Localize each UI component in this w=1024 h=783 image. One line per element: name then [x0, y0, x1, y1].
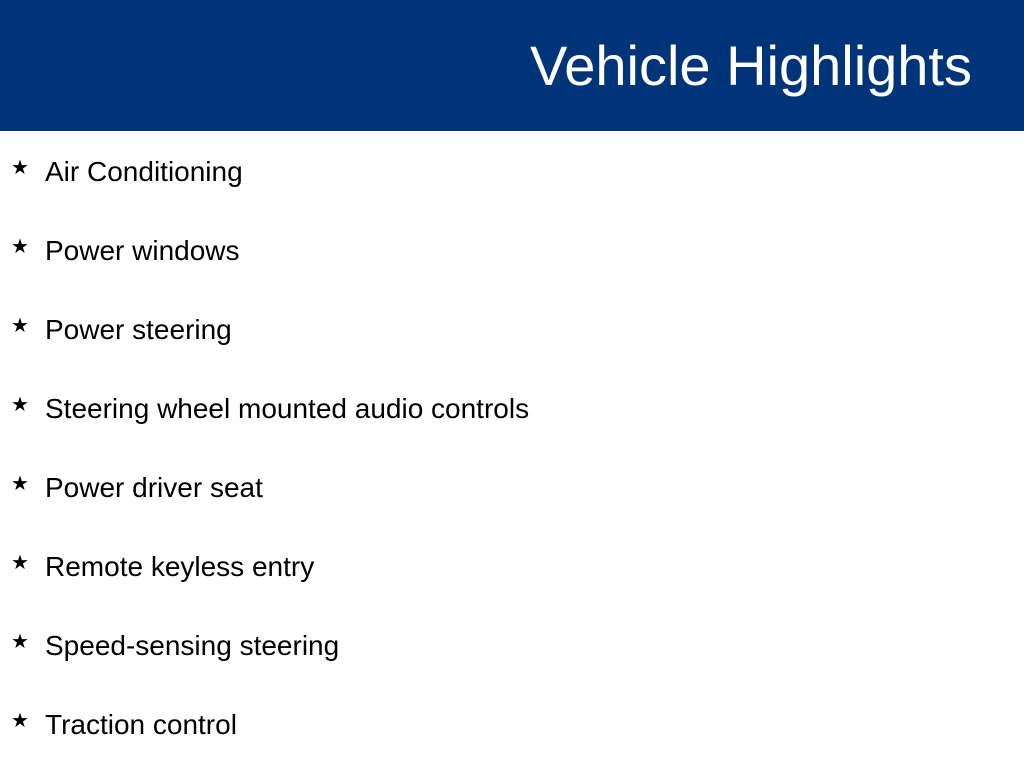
list-item-label: Speed-sensing steering: [45, 630, 340, 661]
list-item-label: Power driver seat: [45, 472, 263, 503]
header-banner: [0, 0, 1024, 131]
list-item-label: Power steering: [45, 314, 232, 345]
list-item-label: Traction control: [45, 709, 237, 740]
star-icon: ★: [11, 234, 29, 258]
list-item-label: Power windows: [45, 235, 240, 266]
star-icon: ★: [11, 708, 29, 732]
star-icon: ★: [11, 155, 29, 179]
star-icon: ★: [11, 392, 29, 416]
star-icon: ★: [11, 550, 29, 574]
star-icon: ★: [11, 313, 29, 337]
list-item-label: Remote keyless entry: [45, 551, 315, 582]
list-item-label: Steering wheel mounted audio controls: [45, 393, 530, 424]
page-title: Vehicle Highlights: [529, 34, 972, 97]
list-item-label: Air Conditioning: [45, 156, 243, 187]
star-icon: ★: [11, 471, 29, 495]
star-icon: ★: [11, 629, 29, 653]
